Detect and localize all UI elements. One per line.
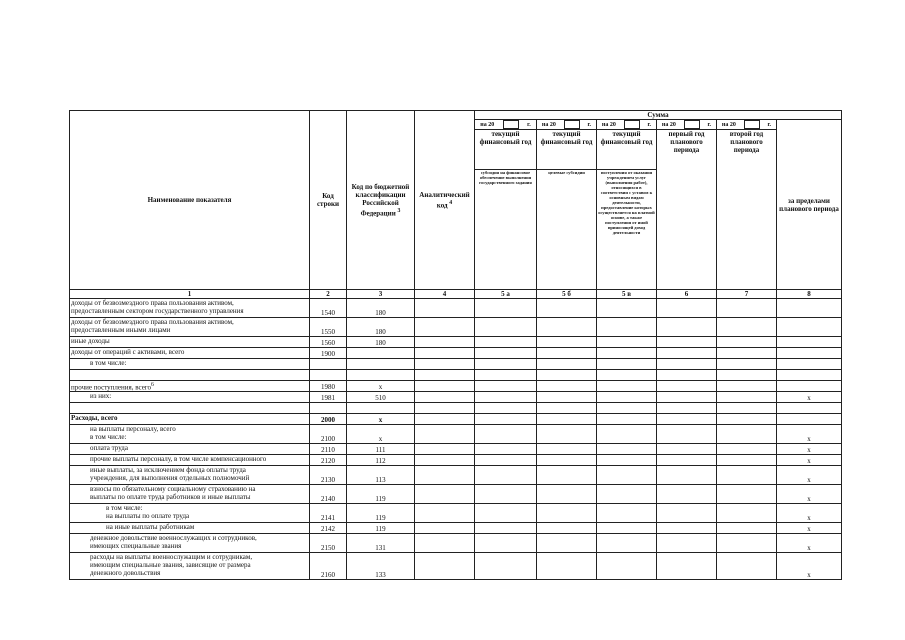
value-cell[interactable] <box>415 455 475 466</box>
row-kbk: 111 <box>347 444 415 455</box>
value-cell[interactable] <box>475 523 537 534</box>
table-row <box>70 318 842 337</box>
value-cell[interactable] <box>597 359 657 370</box>
value-cell[interactable] <box>415 425 475 444</box>
value-cell[interactable] <box>657 403 717 414</box>
row-kbk <box>347 403 415 414</box>
value-cell[interactable] <box>657 425 717 444</box>
table-row <box>70 414 842 425</box>
value-cell[interactable] <box>657 444 717 455</box>
value-cell[interactable] <box>597 370 657 381</box>
value-cell[interactable] <box>597 403 657 414</box>
row-beyond-value[interactable]: x <box>777 523 842 534</box>
value-cell[interactable] <box>717 403 777 414</box>
table-row <box>70 299 842 318</box>
column-number: 4 <box>415 290 475 299</box>
value-cell[interactable] <box>537 318 597 337</box>
row-name <box>70 403 310 414</box>
value-cell[interactable] <box>415 359 475 370</box>
row-code: 2142 <box>310 523 347 534</box>
year-suffix: г. <box>587 121 592 128</box>
value-cell[interactable] <box>597 523 657 534</box>
value-cell[interactable] <box>597 348 657 359</box>
header-analytic: Аналитический код $^4$ <box>415 111 475 290</box>
value-cell[interactable] <box>657 455 717 466</box>
value-cell[interactable] <box>415 444 475 455</box>
column-title: второй год планового периода <box>717 130 777 290</box>
row-beyond-value[interactable]: x <box>777 504 842 523</box>
value-cell[interactable] <box>657 534 717 553</box>
value-cell[interactable] <box>657 485 717 504</box>
year-prefix: на 20 <box>541 121 556 128</box>
value-cell[interactable] <box>717 455 777 466</box>
value-cell[interactable] <box>657 381 717 392</box>
year-suffix: г. <box>647 121 652 128</box>
row-kbk: 180 <box>347 299 415 318</box>
value-cell[interactable] <box>657 299 717 318</box>
table-row <box>70 425 842 444</box>
value-cell[interactable] <box>597 337 657 348</box>
column-number: 7 <box>717 290 777 299</box>
value-cell[interactable] <box>415 466 475 485</box>
table-row <box>70 523 842 534</box>
value-cell[interactable] <box>717 444 777 455</box>
row-name: взносы по обязательному социальному страхованию на выплаты по оплате труда работников и иные выплаты <box>70 485 310 504</box>
table-row <box>70 337 842 348</box>
row-beyond-value[interactable] <box>777 299 842 318</box>
value-cell[interactable] <box>475 504 537 523</box>
value-cell[interactable] <box>475 381 537 392</box>
row-name: прочие поступления, всего$^6$ <box>70 381 310 392</box>
year-input-box[interactable] <box>503 120 519 129</box>
year-input-box[interactable] <box>624 120 640 129</box>
column-number: 5 в <box>597 290 657 299</box>
row-kbk: 119 <box>347 485 415 504</box>
value-cell[interactable] <box>415 523 475 534</box>
value-cell[interactable] <box>415 392 475 403</box>
value-cell[interactable] <box>537 337 597 348</box>
row-name <box>70 370 310 381</box>
value-cell[interactable] <box>475 444 537 455</box>
value-cell[interactable] <box>475 403 537 414</box>
row-name: в том числе: <box>70 359 310 370</box>
table-row <box>70 553 842 580</box>
row-beyond-value[interactable]: x <box>777 455 842 466</box>
value-cell[interactable] <box>657 348 717 359</box>
value-cell[interactable] <box>475 425 537 444</box>
row-code: 2150 <box>310 534 347 553</box>
row-name: доходы от операций с активами, всего <box>70 348 310 359</box>
value-cell[interactable] <box>537 381 597 392</box>
row-code <box>310 370 347 381</box>
value-cell[interactable] <box>475 534 537 553</box>
row-code: 1550 <box>310 318 347 337</box>
year-prefix: на 20 <box>601 121 616 128</box>
table-row <box>70 444 842 455</box>
value-cell[interactable] <box>475 485 537 504</box>
year-suffix: г. <box>527 121 531 128</box>
row-beyond-value[interactable] <box>777 337 842 348</box>
header-budget-code: Код по бюджетной классификации Российской Федерации $^3$ <box>347 111 415 290</box>
value-cell[interactable] <box>597 425 657 444</box>
row-code: 1540 <box>310 299 347 318</box>
value-cell[interactable] <box>415 381 475 392</box>
year-cell <box>597 120 657 130</box>
value-cell[interactable] <box>717 299 777 318</box>
row-code: 2000 <box>310 414 347 425</box>
value-cell[interactable] <box>717 504 777 523</box>
value-cell[interactable] <box>597 381 657 392</box>
row-name: расходы на выплаты военнослужащим и сотрудникам, имеющим специальные звания, зависящие от размера денежного довольствия <box>70 553 310 580</box>
value-cell[interactable] <box>657 504 717 523</box>
value-cell[interactable] <box>657 392 717 403</box>
value-cell[interactable] <box>657 318 717 337</box>
column-number: 3 <box>347 290 415 299</box>
row-kbk <box>347 359 415 370</box>
value-cell[interactable] <box>537 523 597 534</box>
row-kbk <box>347 370 415 381</box>
row-name: доходы от безвозмездного права пользования активом, предоставленным сектором государственного управления <box>70 299 310 318</box>
value-cell[interactable] <box>597 414 657 425</box>
row-name: иные доходы <box>70 337 310 348</box>
row-kbk: x <box>347 414 415 425</box>
value-cell[interactable] <box>597 534 657 553</box>
value-cell[interactable] <box>415 414 475 425</box>
financial-plan-table <box>69 110 841 580</box>
value-cell[interactable] <box>475 370 537 381</box>
row-beyond-value[interactable] <box>777 381 842 392</box>
row-code: 2120 <box>310 455 347 466</box>
table-row <box>70 485 842 504</box>
value-cell[interactable] <box>415 504 475 523</box>
value-cell[interactable] <box>475 392 537 403</box>
row-code: 1900 <box>310 348 347 359</box>
row-kbk: 112 <box>347 455 415 466</box>
row-code: 2141 <box>310 504 347 523</box>
value-cell[interactable] <box>657 414 717 425</box>
column-subtitle: целевые субсидии <box>537 170 597 290</box>
row-code: 1981 <box>310 392 347 403</box>
column-title: текущий финансовый год <box>597 130 657 170</box>
row-kbk: 180 <box>347 337 415 348</box>
value-cell[interactable] <box>475 359 537 370</box>
value-cell[interactable] <box>657 370 717 381</box>
row-kbk: 133 <box>347 553 415 580</box>
row-name: на иные выплаты работникам <box>70 523 310 534</box>
value-cell[interactable] <box>537 504 597 523</box>
row-kbk: 113 <box>347 466 415 485</box>
row-beyond-value[interactable] <box>777 370 842 381</box>
table-row <box>70 455 842 466</box>
row-code: 2160 <box>310 553 347 580</box>
value-cell[interactable] <box>657 359 717 370</box>
value-cell[interactable] <box>537 534 597 553</box>
value-cell[interactable] <box>537 485 597 504</box>
row-name: доходы от безвозмездного права пользования активом, предоставленным иными лицами <box>70 318 310 337</box>
value-cell[interactable] <box>717 485 777 504</box>
value-cell[interactable] <box>475 466 537 485</box>
value-cell[interactable] <box>415 337 475 348</box>
value-cell[interactable] <box>537 455 597 466</box>
year-cell <box>717 120 777 130</box>
value-cell[interactable] <box>597 318 657 337</box>
table-row <box>70 381 842 392</box>
row-code <box>310 359 347 370</box>
value-cell[interactable] <box>597 466 657 485</box>
table-row <box>70 466 842 485</box>
row-code <box>310 403 347 414</box>
value-cell[interactable] <box>475 299 537 318</box>
value-cell[interactable] <box>415 318 475 337</box>
value-cell[interactable] <box>415 553 475 580</box>
row-kbk: 119 <box>347 504 415 523</box>
value-cell[interactable] <box>657 523 717 534</box>
value-cell[interactable] <box>717 348 777 359</box>
row-beyond-value[interactable] <box>777 348 842 359</box>
value-cell[interactable] <box>597 504 657 523</box>
year-prefix: на 20 <box>661 121 676 128</box>
value-cell[interactable] <box>415 403 475 414</box>
row-beyond-value[interactable]: x <box>777 425 842 444</box>
row-kbk: 510 <box>347 392 415 403</box>
row-name: Расходы, всего <box>70 414 310 425</box>
value-cell[interactable] <box>537 553 597 580</box>
value-cell[interactable] <box>717 523 777 534</box>
row-kbk: 131 <box>347 534 415 553</box>
row-name: оплата труда <box>70 444 310 455</box>
header-code: Код строки <box>310 111 347 290</box>
column-subtitle: субсидия на финансовое обеспечение выполнения государственного задания <box>475 170 537 290</box>
year-input-box[interactable] <box>564 120 580 129</box>
column-subtitle: поступления от оказания учреждением услуг (выполнения работ), относящихся в соответствии с уставом к основным видам деятельности, предоставление которых осуществляется на платной основе, а также поступления от иной приносящей доход деятельности <box>597 170 657 290</box>
year-cell <box>537 120 597 130</box>
value-cell[interactable] <box>717 381 777 392</box>
table-row <box>70 348 842 359</box>
value-cell[interactable] <box>415 348 475 359</box>
value-cell[interactable] <box>717 466 777 485</box>
row-beyond-value[interactable] <box>777 359 842 370</box>
row-kbk <box>347 348 415 359</box>
value-cell[interactable] <box>597 392 657 403</box>
row-kbk: x <box>347 381 415 392</box>
value-cell[interactable] <box>475 455 537 466</box>
year-suffix: г. <box>707 121 712 128</box>
row-beyond-value[interactable]: x <box>777 466 842 485</box>
row-beyond-value[interactable] <box>777 318 842 337</box>
table-row <box>70 370 842 381</box>
value-cell[interactable] <box>415 485 475 504</box>
value-cell[interactable] <box>537 299 597 318</box>
year-suffix: г. <box>767 121 772 128</box>
row-beyond-value[interactable]: x <box>777 534 842 553</box>
column-beyond: за пределами планового периода <box>777 120 842 290</box>
value-cell[interactable] <box>537 370 597 381</box>
row-kbk: x <box>347 425 415 444</box>
value-cell[interactable] <box>537 403 597 414</box>
value-cell[interactable] <box>597 299 657 318</box>
header-sum: Сумма <box>475 111 842 120</box>
value-cell[interactable] <box>475 337 537 348</box>
row-name: из них: <box>70 392 310 403</box>
row-code: 1980 <box>310 381 347 392</box>
value-cell[interactable] <box>717 392 777 403</box>
row-code: 2110 <box>310 444 347 455</box>
table-row <box>70 534 842 553</box>
value-cell[interactable] <box>475 414 537 425</box>
value-cell[interactable] <box>657 337 717 348</box>
column-title: текущий финансовый год <box>475 130 537 170</box>
row-code: 2130 <box>310 466 347 485</box>
row-beyond-value[interactable] <box>777 403 842 414</box>
table-row <box>70 359 842 370</box>
value-cell[interactable] <box>475 318 537 337</box>
value-cell[interactable] <box>657 553 717 580</box>
row-beyond-value[interactable]: x <box>777 392 842 403</box>
value-cell[interactable] <box>597 455 657 466</box>
row-code: 2140 <box>310 485 347 504</box>
value-cell[interactable] <box>537 348 597 359</box>
value-cell[interactable] <box>537 392 597 403</box>
row-name: на выплаты персоналу, всего в том числе: <box>70 425 310 444</box>
header-name: Наименование показателя <box>70 111 310 290</box>
value-cell[interactable] <box>537 425 597 444</box>
column-number: 5 б <box>537 290 597 299</box>
value-cell[interactable] <box>597 444 657 455</box>
row-beyond-value[interactable]: x <box>777 485 842 504</box>
value-cell[interactable] <box>415 299 475 318</box>
year-prefix: на 20 <box>721 121 736 128</box>
value-cell[interactable] <box>717 359 777 370</box>
value-cell[interactable] <box>475 553 537 580</box>
year-input-box[interactable] <box>684 120 700 129</box>
year-cell <box>657 120 717 130</box>
value-cell[interactable] <box>537 466 597 485</box>
column-number: 8 <box>777 290 842 299</box>
row-code: 1560 <box>310 337 347 348</box>
row-name: денежное довольствие военнослужащих и сотрудников, имеющих специальные звания <box>70 534 310 553</box>
value-cell[interactable] <box>717 534 777 553</box>
value-cell[interactable] <box>717 425 777 444</box>
value-cell[interactable] <box>657 466 717 485</box>
year-cell <box>475 120 537 130</box>
year-input-box[interactable] <box>744 120 760 129</box>
row-kbk: 119 <box>347 523 415 534</box>
column-title: текущий финансовый год <box>537 130 597 170</box>
value-cell[interactable] <box>475 348 537 359</box>
row-kbk: 180 <box>347 318 415 337</box>
table-row <box>70 504 842 523</box>
value-cell[interactable] <box>597 553 657 580</box>
table-row <box>70 403 842 414</box>
row-name: прочие выплаты персоналу, в том числе компенсационного <box>70 455 310 466</box>
value-cell[interactable] <box>717 414 777 425</box>
value-cell[interactable] <box>537 414 597 425</box>
year-prefix: на 20 <box>480 121 495 128</box>
value-cell[interactable] <box>717 370 777 381</box>
row-code: 2100 <box>310 425 347 444</box>
value-cell[interactable] <box>537 359 597 370</box>
column-number: 1 <box>70 290 310 299</box>
column-title: первый год планового периода <box>657 130 717 290</box>
value-cell[interactable] <box>537 444 597 455</box>
row-beyond-value[interactable]: x <box>777 553 842 580</box>
value-cell[interactable] <box>415 534 475 553</box>
row-beyond-value[interactable]: x <box>777 444 842 455</box>
value-cell[interactable] <box>717 337 777 348</box>
value-cell[interactable] <box>597 485 657 504</box>
row-beyond-value[interactable] <box>777 414 842 425</box>
row-name: иные выплаты, за исключением фонда оплаты труда учреждения, для выполнения отдельных полномочий <box>70 466 310 485</box>
column-number: 2 <box>310 290 347 299</box>
row-name: в том числе: на выплаты по оплате труда <box>70 504 310 523</box>
value-cell[interactable] <box>415 370 475 381</box>
value-cell[interactable] <box>717 553 777 580</box>
column-number: 5 а <box>475 290 537 299</box>
column-number: 6 <box>657 290 717 299</box>
table-row <box>70 392 842 403</box>
value-cell[interactable] <box>717 318 777 337</box>
